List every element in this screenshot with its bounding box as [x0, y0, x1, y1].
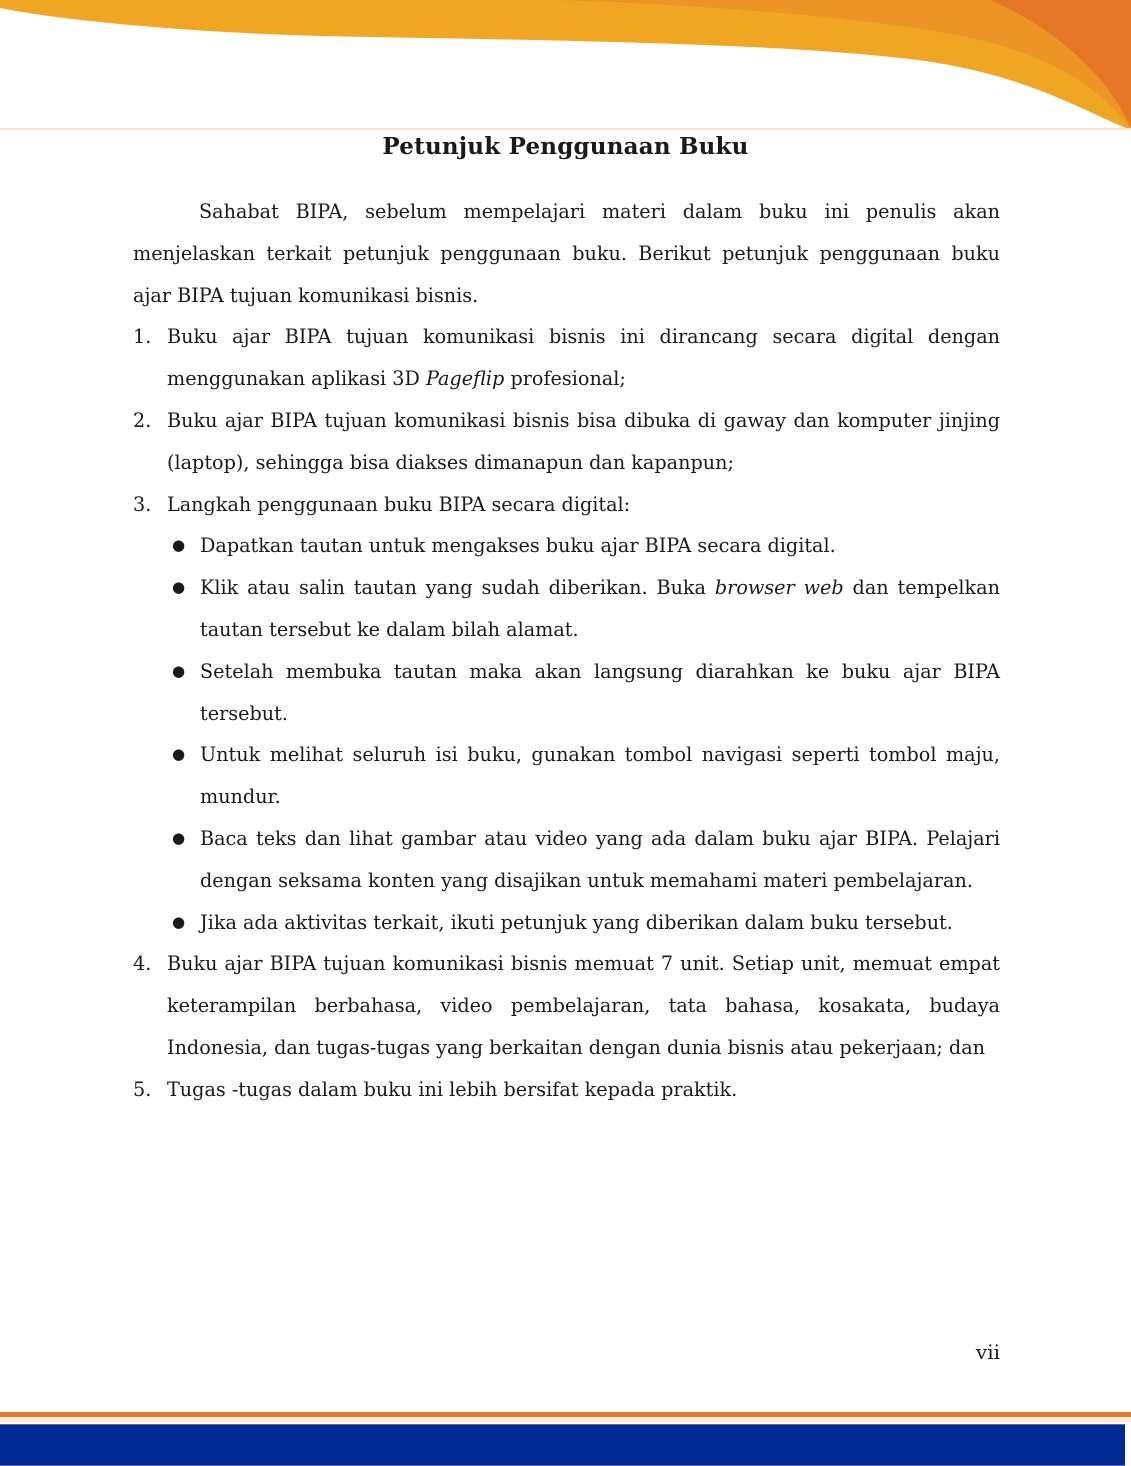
list-item [133, 484, 1000, 526]
step-text: Klik atau salin tautan yang sudah diberikan. Buka [200, 576, 715, 600]
step-text: dan tempelkan tautan tersebut ke dalam bilah alamat. [200, 576, 1000, 641]
page-title: Petunjuk Penggunaan Buku [382, 133, 749, 160]
list-item [133, 943, 1000, 1068]
list-item [133, 1069, 1000, 1111]
bullet-icon: ● [172, 578, 186, 597]
page-number: vii [975, 1340, 1000, 1364]
list-text: Buku ajar BIPA tujuan komunikasi bisnis memuat 7 unit. Setiap unit, memuat empat keterampilan berbahasa, video pembelajaran, tata bahasa, kosakata, budaya Indonesia, dan tugas-tugas yang berkaitan dengan dunia bisnis atau pekerjaan; dan [167, 952, 1000, 1059]
bullet-icon: ● [172, 912, 186, 931]
list-number: 4. [133, 952, 152, 976]
step-text: Setelah membuka tautan maka akan langsung diarahkan ke buku ajar BIPA tersebut. [200, 659, 1000, 725]
intro-paragraph: Sahabat BIPA, sebelum mempelajari materi dalam buku ini penulis akan menjelaskan terkait petunjuk penggunaan buku. Berikut petunjuk penggunaan buku ajar BIPA tujuan komunikasi bisnis. [133, 200, 1000, 307]
header-wave-decoration [0, 0, 1131, 132]
footer-blue-band [0, 1424, 1125, 1466]
document-body [133, 191, 1000, 1111]
step-text: Jika ada aktivitas terkait, ikuti petunjuk yang diberikan dalam buku tersebut. [200, 910, 953, 934]
list-text: Tugas -tugas dalam buku ini lebih bersifat kepada praktik. [167, 1077, 738, 1101]
step-item [133, 651, 1000, 735]
step-text: Dapatkan tautan untuk mengakses buku ajar BIPA secara digital. [200, 534, 836, 558]
list-item [133, 316, 1000, 400]
steps-list [133, 525, 1000, 943]
bullet-icon: ● [172, 661, 186, 680]
step-item [133, 734, 1000, 818]
step-item [133, 567, 1000, 651]
instruction-list [133, 316, 1000, 525]
list-text: Buku ajar BIPA tujuan komunikasi bisnis bisa dibuka di gaway dan komputer jinjing (laptop), sehingga bisa diakses dimanapun dan kapanpun; [167, 408, 1000, 474]
list-number: 1. [133, 325, 152, 349]
step-text: Baca teks dan lihat gambar atau video yang ada dalam buku ajar BIPA. Pelajari dengan seksama konten yang disajikan untuk memahami materi pembelajaran. [200, 826, 1000, 892]
step-item [133, 525, 1000, 567]
list-number: 5. [133, 1077, 152, 1101]
list-text: Buku ajar BIPA tujuan komunikasi bisnis ini dirancang secara digital dengan menggunakan aplikasi 3D [167, 325, 1000, 391]
header-rule [0, 128, 1131, 130]
list-item [133, 400, 1000, 484]
list-text: Langkah penggunaan buku BIPA secara digital: [167, 492, 631, 516]
step-item [133, 902, 1000, 944]
list-text-italic: Pageflip [426, 367, 505, 391]
bullet-icon: ● [172, 536, 186, 555]
list-number: 2. [133, 408, 152, 432]
step-text-italic: browser web [714, 576, 844, 600]
step-item [133, 818, 1000, 902]
instruction-list-continued [133, 943, 1000, 1110]
bullet-icon: ● [172, 745, 186, 764]
footer-cream-stripe [0, 1417, 1131, 1423]
list-number: 3. [133, 492, 152, 516]
bullet-icon: ● [172, 828, 186, 847]
step-text: Untuk melihat seluruh isi buku, gunakan tombol navigasi seperti tombol maju, mundur. [200, 743, 1000, 809]
list-text: profesional; [504, 367, 626, 391]
